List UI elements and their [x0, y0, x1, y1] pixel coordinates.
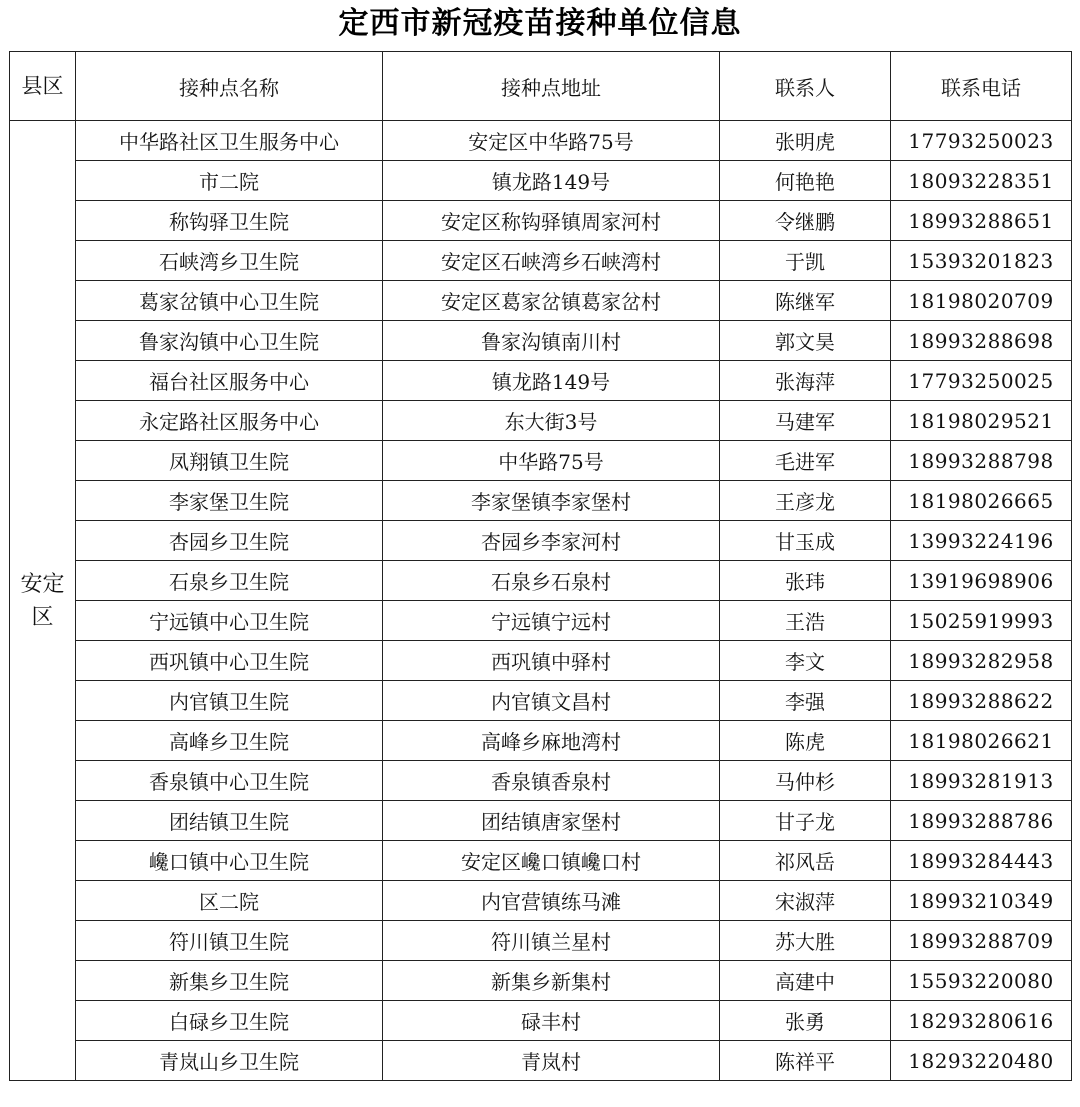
contact-cell: 陈祥平 — [720, 1041, 891, 1081]
phone-cell: 18293280616 — [891, 1001, 1072, 1041]
table-row — [10, 801, 1072, 841]
phone-cell: 18993288798 — [891, 441, 1072, 481]
site-name-cell: 葛家岔镇中心卫生院 — [76, 281, 383, 321]
site-name-cell: 符川镇卫生院 — [76, 921, 383, 961]
table-row — [10, 241, 1072, 281]
phone-cell: 17793250025 — [891, 361, 1072, 401]
site-name-cell: 宁远镇中心卫生院 — [76, 601, 383, 641]
phone-cell: 18993288698 — [891, 321, 1072, 361]
table-row — [10, 721, 1072, 761]
vaccination-sites-table — [9, 51, 1072, 1081]
contact-cell: 于凯 — [720, 241, 891, 281]
phone-cell: 15025919993 — [891, 601, 1072, 641]
site-address-cell: 碌丰村 — [383, 1001, 720, 1041]
site-name-cell: 市二院 — [76, 161, 383, 201]
contact-cell: 王彦龙 — [720, 481, 891, 521]
site-address-cell: 安定区石峡湾乡石峡湾村 — [383, 241, 720, 281]
phone-cell: 13993224196 — [891, 521, 1072, 561]
site-address-cell: 团结镇唐家堡村 — [383, 801, 720, 841]
site-name-cell: 福台社区服务中心 — [76, 361, 383, 401]
table-header-row — [10, 52, 1072, 121]
phone-cell: 18293220480 — [891, 1041, 1072, 1081]
contact-cell: 陈虎 — [720, 721, 891, 761]
contact-cell: 何艳艳 — [720, 161, 891, 201]
table-row — [10, 321, 1072, 361]
contact-cell: 张海萍 — [720, 361, 891, 401]
table-row — [10, 601, 1072, 641]
site-name-cell: 称钩驿卫生院 — [76, 201, 383, 241]
site-address-cell: 李家堡镇李家堡村 — [383, 481, 720, 521]
table-row — [10, 441, 1072, 481]
site-name-cell: 区二院 — [76, 881, 383, 921]
site-name-cell: 新集乡卫生院 — [76, 961, 383, 1001]
site-name-cell: 青岚山乡卫生院 — [76, 1041, 383, 1081]
site-name-cell: 杏园乡卫生院 — [76, 521, 383, 561]
table-row — [10, 201, 1072, 241]
site-address-cell: 安定区葛家岔镇葛家岔村 — [383, 281, 720, 321]
table-row — [10, 121, 1072, 161]
table-row — [10, 281, 1072, 321]
contact-cell: 张明虎 — [720, 121, 891, 161]
contact-cell: 苏大胜 — [720, 921, 891, 961]
phone-cell: 18993288709 — [891, 921, 1072, 961]
site-name-cell: 凤翔镇卫生院 — [76, 441, 383, 481]
site-address-cell: 香泉镇香泉村 — [383, 761, 720, 801]
site-name-cell: 巉口镇中心卫生院 — [76, 841, 383, 881]
phone-cell: 18993282958 — [891, 641, 1072, 681]
phone-cell: 18993288651 — [891, 201, 1072, 241]
contact-cell: 令继鹏 — [720, 201, 891, 241]
table-row — [10, 401, 1072, 441]
contact-cell: 郭文昊 — [720, 321, 891, 361]
contact-cell: 张玮 — [720, 561, 891, 601]
phone-cell: 18993281913 — [891, 761, 1072, 801]
table-row — [10, 521, 1072, 561]
table-row — [10, 681, 1072, 721]
table-row — [10, 841, 1072, 881]
county-cell: 安定区 — [10, 121, 76, 1081]
table-row — [10, 881, 1072, 921]
site-name-cell: 中华路社区卫生服务中心 — [76, 121, 383, 161]
site-address-cell: 杏园乡李家河村 — [383, 521, 720, 561]
table-row — [10, 921, 1072, 961]
site-address-cell: 镇龙路149号 — [383, 161, 720, 201]
contact-cell: 高建中 — [720, 961, 891, 1001]
header-county: 县区 — [10, 52, 76, 121]
contact-cell: 李文 — [720, 641, 891, 681]
site-address-cell: 高峰乡麻地湾村 — [383, 721, 720, 761]
header-site-address: 接种点地址 — [383, 52, 720, 121]
site-address-cell: 石泉乡石泉村 — [383, 561, 720, 601]
site-name-cell: 永定路社区服务中心 — [76, 401, 383, 441]
phone-cell: 15393201823 — [891, 241, 1072, 281]
phone-cell: 15593220080 — [891, 961, 1072, 1001]
table-row — [10, 1001, 1072, 1041]
site-name-cell: 高峰乡卫生院 — [76, 721, 383, 761]
site-address-cell: 新集乡新集村 — [383, 961, 720, 1001]
contact-cell: 张勇 — [720, 1001, 891, 1041]
contact-cell: 王浩 — [720, 601, 891, 641]
phone-cell: 18093228351 — [891, 161, 1072, 201]
site-name-cell: 香泉镇中心卫生院 — [76, 761, 383, 801]
phone-cell: 13919698906 — [891, 561, 1072, 601]
site-address-cell: 青岚村 — [383, 1041, 720, 1081]
phone-cell: 18198020709 — [891, 281, 1072, 321]
phone-cell: 18993210349 — [891, 881, 1072, 921]
contact-cell: 马建军 — [720, 401, 891, 441]
table-row — [10, 641, 1072, 681]
phone-cell: 18198029521 — [891, 401, 1072, 441]
site-address-cell: 安定区巉口镇巉口村 — [383, 841, 720, 881]
table-row — [10, 361, 1072, 401]
site-address-cell: 宁远镇宁远村 — [383, 601, 720, 641]
site-name-cell: 团结镇卫生院 — [76, 801, 383, 841]
phone-cell: 18198026621 — [891, 721, 1072, 761]
site-address-cell: 西巩镇中驿村 — [383, 641, 720, 681]
site-name-cell: 西巩镇中心卫生院 — [76, 641, 383, 681]
phone-cell: 18198026665 — [891, 481, 1072, 521]
site-name-cell: 李家堡卫生院 — [76, 481, 383, 521]
site-address-cell: 内官镇文昌村 — [383, 681, 720, 721]
header-phone: 联系电话 — [891, 52, 1072, 121]
site-address-cell: 镇龙路149号 — [383, 361, 720, 401]
phone-cell: 18993284443 — [891, 841, 1072, 881]
header-site-name: 接种点名称 — [76, 52, 383, 121]
site-address-cell: 符川镇兰星村 — [383, 921, 720, 961]
contact-cell: 宋淑萍 — [720, 881, 891, 921]
table-row — [10, 961, 1072, 1001]
contact-cell: 毛进军 — [720, 441, 891, 481]
site-address-cell: 内官营镇练马滩 — [383, 881, 720, 921]
contact-cell: 甘玉成 — [720, 521, 891, 561]
table-row — [10, 161, 1072, 201]
page-title: 定西市新冠疫苗接种单位信息 — [338, 6, 742, 41]
phone-cell: 18993288786 — [891, 801, 1072, 841]
table-row — [10, 1041, 1072, 1081]
site-name-cell: 石泉乡卫生院 — [76, 561, 383, 601]
phone-cell: 18993288622 — [891, 681, 1072, 721]
site-address-cell: 鲁家沟镇南川村 — [383, 321, 720, 361]
table-row — [10, 761, 1072, 801]
contact-cell: 李强 — [720, 681, 891, 721]
contact-cell: 祁风岳 — [720, 841, 891, 881]
site-name-cell: 内官镇卫生院 — [76, 681, 383, 721]
contact-cell: 陈继军 — [720, 281, 891, 321]
table-row — [10, 481, 1072, 521]
site-name-cell: 鲁家沟镇中心卫生院 — [76, 321, 383, 361]
site-address-cell: 中华路75号 — [383, 441, 720, 481]
contact-cell: 马仲杉 — [720, 761, 891, 801]
header-contact: 联系人 — [720, 52, 891, 121]
site-address-cell: 安定区称钩驿镇周家河村 — [383, 201, 720, 241]
table-body — [10, 121, 1072, 1081]
table-row — [10, 561, 1072, 601]
contact-cell: 甘子龙 — [720, 801, 891, 841]
site-address-cell: 东大街3号 — [383, 401, 720, 441]
site-name-cell: 石峡湾乡卫生院 — [76, 241, 383, 281]
site-address-cell: 安定区中华路75号 — [383, 121, 720, 161]
site-name-cell: 白碌乡卫生院 — [76, 1001, 383, 1041]
phone-cell: 17793250023 — [891, 121, 1072, 161]
